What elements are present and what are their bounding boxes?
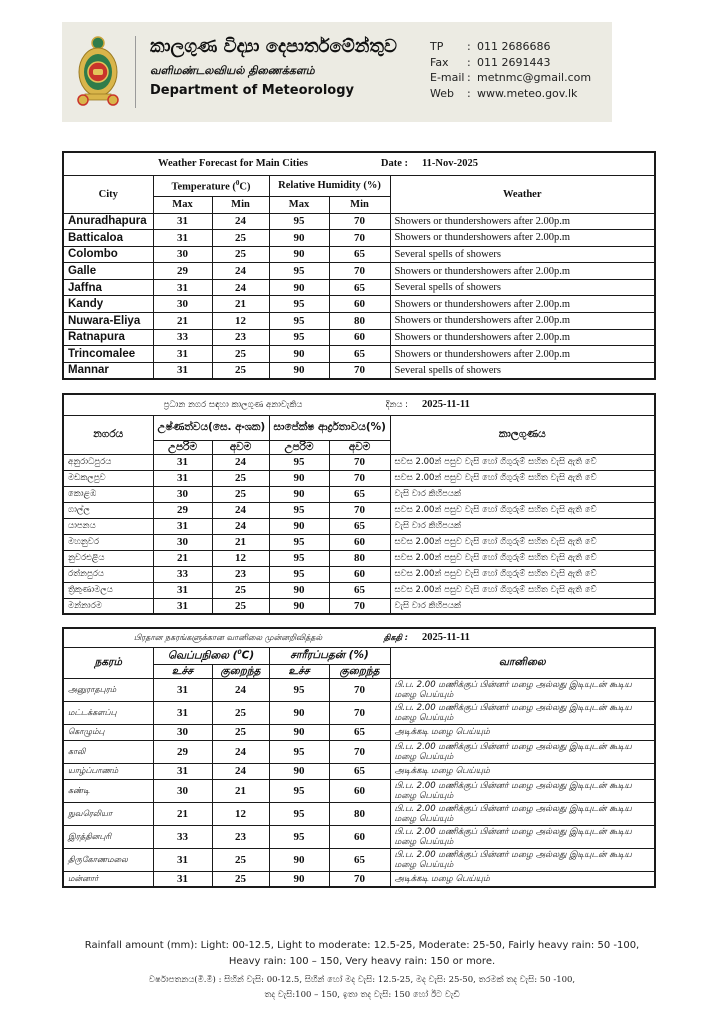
city-name: නුවරඑළිය <box>63 550 153 566</box>
city-name: අනුරාධපුරය <box>63 454 153 470</box>
colon: : <box>467 86 471 100</box>
rh-min-value: 65 <box>329 346 390 363</box>
weather-description: Showers or thundershowers after 2.00p.m <box>390 329 655 346</box>
city-name: Batticaloa <box>63 230 153 247</box>
rh-min-value: 80 <box>329 313 390 330</box>
rh-min-value: 65 <box>329 763 390 779</box>
weather-description: වැසි වාර කිහිපයක් <box>390 598 655 614</box>
date-label: திகதி : <box>383 632 408 642</box>
org-name-english: Department of Meteorology <box>150 83 355 98</box>
temp-max-value: 31 <box>153 230 212 247</box>
temp-min-value: 24 <box>212 763 269 779</box>
temp-max-value: 29 <box>153 502 212 518</box>
rh-min-value: 65 <box>329 486 390 502</box>
table-row <box>63 213 655 230</box>
rh-max-value: 90 <box>269 362 329 379</box>
rh-min-value: 65 <box>329 582 390 598</box>
temp-min-value: 21 <box>212 534 269 550</box>
weather-description: සවස 2.00න් පසුව වැසි හෝ ගිගුරුම් සහිත වැසි ඇති වේ <box>390 470 655 486</box>
rh-max-value: 90 <box>269 724 329 740</box>
temp-max-value: 30 <box>153 724 212 740</box>
date-label: දිනය : <box>385 399 408 410</box>
temp-min-value: 25 <box>212 362 269 379</box>
city-name: යාපනය <box>63 518 153 534</box>
city-name: මඩකලපුව <box>63 470 153 486</box>
col-rh-max: உச்ச <box>269 664 329 678</box>
table-title-row <box>63 394 655 415</box>
rh-max-value: 90 <box>269 279 329 296</box>
temp-min-value: 24 <box>212 518 269 534</box>
table-row <box>63 263 655 280</box>
weather-description: Showers or thundershowers after 2.00p.m <box>390 346 655 363</box>
org-name-tamil: வளிமண்டலவியல் திணைக்களம் <box>150 64 315 77</box>
rh-max-value: 90 <box>269 346 329 363</box>
rainfall-legend-line: තද වැසි:100 – 150, ඉතා තද වැසි: 150 හෝ ඊට වැඩි <box>264 990 460 1000</box>
forecast-table-sinhala <box>62 393 656 615</box>
table-body <box>63 454 655 614</box>
city-name: கண்டி <box>63 779 153 802</box>
table-row <box>63 362 655 379</box>
temp-min-value: 12 <box>212 550 269 566</box>
date-value: 2025-11-11 <box>422 632 470 644</box>
weather-description: அடிக்கடி மழை பெய்யும் <box>390 871 655 887</box>
rh-max-value: 90 <box>269 763 329 779</box>
contact-block <box>430 39 591 101</box>
rh-max-value: 95 <box>269 802 329 825</box>
table-row <box>63 598 655 614</box>
rh-max-value: 95 <box>269 263 329 280</box>
temp-max-value: 31 <box>153 848 212 871</box>
city-name: கொழும்பு <box>63 724 153 740</box>
city-name: Ratnapura <box>63 329 153 346</box>
temp-min-value: 25 <box>212 246 269 263</box>
table-row <box>63 724 655 740</box>
table-row <box>63 470 655 486</box>
temp-min-value: 24 <box>212 454 269 470</box>
weather-description: Showers or thundershowers after 2.00p.m <box>390 313 655 330</box>
table-row <box>63 486 655 502</box>
rh-min-value: 70 <box>329 701 390 724</box>
temp-max-value: 30 <box>153 486 212 502</box>
rh-max-value: 90 <box>269 518 329 534</box>
rh-max-value: 90 <box>269 230 329 247</box>
col-humidity: சாரீரப்பதன் (%) <box>269 647 390 664</box>
rh-min-value: 65 <box>329 724 390 740</box>
temp-max-value: 31 <box>153 518 212 534</box>
table-row <box>63 550 655 566</box>
contact-label: E-mail <box>430 71 465 84</box>
temp-max-value: 30 <box>153 246 212 263</box>
table-row <box>63 230 655 247</box>
temp-min-value: 25 <box>212 848 269 871</box>
city-name: யாழ்ப்பாணம் <box>63 763 153 779</box>
city-name: Nuwara-Eliya <box>63 313 153 330</box>
temp-min-value: 24 <box>212 502 269 518</box>
header-row <box>63 415 655 440</box>
temp-min-value: 25 <box>212 598 269 614</box>
rh-min-value: 70 <box>329 871 390 887</box>
temp-min-value: 23 <box>212 825 269 848</box>
temp-min-value: 24 <box>212 213 269 230</box>
contact-value: 011 2686686 <box>477 40 551 53</box>
temp-max-value: 31 <box>153 701 212 724</box>
rh-max-value: 95 <box>269 779 329 802</box>
city-name: மன்னார் <box>63 871 153 887</box>
website-link[interactable]: www.meteo.gov.lk <box>477 86 578 100</box>
city-name: කොළඹ <box>63 486 153 502</box>
rh-min-value: 70 <box>329 230 390 247</box>
contact-phone <box>430 39 591 55</box>
temp-min-value: 24 <box>212 740 269 763</box>
table-title-row <box>63 628 655 647</box>
col-humidity: සාපේක්ෂ ආර්ද්‍රතාවය(%) <box>269 415 390 440</box>
colon: : <box>467 71 471 84</box>
table-row <box>63 279 655 296</box>
colon: : <box>467 40 471 53</box>
table-row <box>63 871 655 887</box>
city-name: Galle <box>63 263 153 280</box>
col-weather: வானிலை <box>390 647 655 678</box>
sri-lanka-emblem-icon <box>76 34 120 108</box>
temp-min-value: 25 <box>212 486 269 502</box>
col-temperature <box>153 647 269 664</box>
col-temp-max: உச்ச <box>153 664 212 678</box>
rh-max-value: 95 <box>269 454 329 470</box>
temp-min-value: 25 <box>212 470 269 486</box>
weather-description: Showers or thundershowers after 2.00p.m <box>390 296 655 313</box>
table-row <box>63 582 655 598</box>
temp-max-value: 33 <box>153 566 212 582</box>
temp-max-value: 31 <box>153 213 212 230</box>
contact-label: Fax <box>430 55 449 69</box>
weather-description: සවස 2.00න් පසුව වැසි හෝ ගිගුරුම් සහිත වැසි ඇති වේ <box>390 566 655 582</box>
weather-description: Several spells of showers <box>390 246 655 263</box>
rh-max-value: 95 <box>269 550 329 566</box>
weather-description: பி.ப. 2.00 மணிக்குப் பின்னர் மழை அல்லது இடியுடன் கூடிய மழை பெய்யும் <box>390 740 655 763</box>
city-name: காலி <box>63 740 153 763</box>
rh-max-value: 95 <box>269 825 329 848</box>
letterhead <box>62 22 612 122</box>
rh-min-value: 80 <box>329 550 390 566</box>
forecast-table-tamil <box>62 627 656 888</box>
temp-max-value: 31 <box>153 470 212 486</box>
temp-unit: C) <box>239 181 251 193</box>
rh-min-value: 65 <box>329 279 390 296</box>
col-city: නගරය <box>63 415 153 454</box>
rh-max-value: 95 <box>269 678 329 701</box>
table-title: Weather Forecast for Main Cities <box>158 158 308 170</box>
table-title: ප්‍රධාන නගර සඳහා කාලගුණ අනාවැකිය <box>163 399 303 410</box>
city-name: Kandy <box>63 296 153 313</box>
contact-fax <box>430 55 591 71</box>
city-name: Jaffna <box>63 279 153 296</box>
weather-description: Showers or thundershowers after 2.00p.m <box>390 263 655 280</box>
temp-min-value: 24 <box>212 263 269 280</box>
temp-min-value: 12 <box>212 802 269 825</box>
rh-min-value: 80 <box>329 802 390 825</box>
temp-min-value: 25 <box>212 582 269 598</box>
org-name-sinhala: කාලගුණ විද්‍යා දෙපාර්තමේන්තුව <box>150 36 397 57</box>
rh-max-value: 95 <box>269 740 329 763</box>
table-row <box>63 566 655 582</box>
temp-max-value: 30 <box>153 779 212 802</box>
city-name: இரத்தினபுரி <box>63 825 153 848</box>
rh-max-value: 95 <box>269 213 329 230</box>
rh-max-value: 95 <box>269 329 329 346</box>
temp-min-value: 25 <box>212 230 269 247</box>
city-name: Anuradhapura <box>63 213 153 230</box>
weather-description: பி.ப. 2.00 மணிக்குப் பின்னர் மழை அல்லது இடியுடன் கூடிய மழை பெய்யும் <box>390 678 655 701</box>
rh-min-value: 60 <box>329 296 390 313</box>
rh-min-value: 70 <box>329 362 390 379</box>
date-value: 11-Nov-2025 <box>422 158 478 170</box>
rh-min-value: 70 <box>329 740 390 763</box>
city-name: Trincomalee <box>63 346 153 363</box>
table-row <box>63 534 655 550</box>
header-row <box>63 175 655 196</box>
weather-description: වැසි වාර කිහිපයක් <box>390 518 655 534</box>
rainfall-legend-english <box>62 938 662 970</box>
temp-max-value: 21 <box>153 550 212 566</box>
temp-min-value: 12 <box>212 313 269 330</box>
city-name: ගාල්ල <box>63 502 153 518</box>
city-name: ත්‍රිකුණාමලය <box>63 582 153 598</box>
city-name: திருகோணமலை <box>63 848 153 871</box>
temp-max-value: 29 <box>153 263 212 280</box>
rh-max-value: 90 <box>269 871 329 887</box>
weather-description: பி.ப. 2.00 மணிக்குப் பின்னர் மழை அல்லது இடியுடன் கூடிய மழை பெய்யும் <box>390 779 655 802</box>
temp-max-value: 33 <box>153 329 212 346</box>
table-row <box>63 763 655 779</box>
col-temperature-label: Temperature ( <box>171 181 236 193</box>
weather-description: සවස 2.00න් පසුව වැසි හෝ ගිගුරුම් සහිත වැසි ඇති වේ <box>390 502 655 518</box>
weather-description: பி.ப. 2.00 மணிக்குப் பின்னர் மழை அல்லது இடியுடன் கூடிய மழை பெய்யும் <box>390 802 655 825</box>
temp-max-value: 29 <box>153 740 212 763</box>
rh-min-value: 70 <box>329 470 390 486</box>
city-name: மட்டக்களப்பு <box>63 701 153 724</box>
table-title: பிரதான நகரங்களுக்கான வானிலை முன்னறிவித்தல் <box>133 632 323 642</box>
email-link[interactable]: metnmc@gmail.com <box>477 71 592 84</box>
rh-min-value: 60 <box>329 779 390 802</box>
divider <box>135 36 136 108</box>
rainfall-legend-line: Heavy rain: 100 – 150, Very heavy rain: 150 or more. <box>228 956 496 967</box>
rh-max-value: 95 <box>269 566 329 582</box>
rh-max-value: 90 <box>269 848 329 871</box>
temp-max-value: 31 <box>153 871 212 887</box>
rh-min-value: 70 <box>329 502 390 518</box>
forecast-table-english <box>62 151 656 380</box>
weather-description: அடிக்கடி மழை பெய்யும் <box>390 763 655 779</box>
temp-min-value: 21 <box>212 296 269 313</box>
rh-max-value: 90 <box>269 582 329 598</box>
temp-max-value: 31 <box>153 454 212 470</box>
col-rh-min: අවම <box>329 440 390 454</box>
weather-description: Several spells of showers <box>390 279 655 296</box>
temp-min-value: 23 <box>212 566 269 582</box>
weather-description: அடிக்கடி மழை பெய்யும் <box>390 724 655 740</box>
rh-max-value: 90 <box>269 486 329 502</box>
table-row <box>63 313 655 330</box>
weather-description: Several spells of showers <box>390 362 655 379</box>
col-rh-min: Min <box>329 196 390 213</box>
table-body <box>63 213 655 379</box>
temp-max-value: 30 <box>153 296 212 313</box>
rh-min-value: 70 <box>329 598 390 614</box>
col-temperature-label: வெப்பநிலை ( <box>167 649 238 662</box>
temp-max-value: 30 <box>153 534 212 550</box>
col-rh-max: උපරිම <box>269 440 329 454</box>
temp-max-value: 31 <box>153 582 212 598</box>
rh-min-value: 70 <box>329 213 390 230</box>
temp-max-value: 31 <box>153 279 212 296</box>
col-temp-min: අවම <box>212 440 269 454</box>
table-row <box>63 740 655 763</box>
weather-description: සවස 2.00න් පසුව වැසි හෝ ගිගුරුම් සහිත වැසි ඇති වේ <box>390 534 655 550</box>
rh-max-value: 90 <box>269 701 329 724</box>
table-row <box>63 518 655 534</box>
col-temp-max: උපරිම <box>153 440 212 454</box>
rh-max-value: 95 <box>269 296 329 313</box>
city-name: Colombo <box>63 246 153 263</box>
date-value: 2025-11-11 <box>422 399 470 411</box>
rh-min-value: 70 <box>329 454 390 470</box>
contact-email <box>430 70 591 86</box>
rh-min-value: 65 <box>329 848 390 871</box>
temp-min-value: 24 <box>212 678 269 701</box>
col-temp-min: குறைந்த <box>212 664 269 678</box>
table-row <box>63 246 655 263</box>
col-weather: Weather <box>390 175 655 213</box>
table-row <box>63 848 655 871</box>
col-temperature <box>153 175 269 196</box>
city-name: මන්නාරම <box>63 598 153 614</box>
weather-description: பி.ப. 2.00 மணிக்குப் பின்னர் மழை அல்லது இடியுடன் கூடிய மழை பெய்யும் <box>390 825 655 848</box>
rh-max-value: 95 <box>269 502 329 518</box>
contact-web <box>430 86 591 102</box>
temp-min-value: 24 <box>212 279 269 296</box>
rh-min-value: 70 <box>329 678 390 701</box>
table-row <box>63 802 655 825</box>
col-rh-min: குறைந்த <box>329 664 390 678</box>
temp-max-value: 33 <box>153 825 212 848</box>
table-row <box>63 346 655 363</box>
col-temp-max: Max <box>153 196 212 213</box>
colon: : <box>467 55 471 69</box>
date-label: Date : <box>380 158 408 170</box>
rh-max-value: 95 <box>269 534 329 550</box>
city-name: රත්නපුරය <box>63 566 153 582</box>
weather-description: பி.ப. 2.00 மணிக்குப் பின்னர் மழை அல்லது இடியுடன் கூடிய மழை பெய்யும் <box>390 848 655 871</box>
temp-max-value: 31 <box>153 362 212 379</box>
table-row <box>63 329 655 346</box>
temp-max-value: 31 <box>153 763 212 779</box>
rh-min-value: 65 <box>329 518 390 534</box>
rainfall-legend-sinhala <box>62 973 662 1003</box>
contact-label: TP <box>430 40 444 53</box>
city-name: Mannar <box>63 362 153 379</box>
rh-min-value: 60 <box>329 534 390 550</box>
degree-sup: 0 <box>235 178 240 187</box>
weather-description: Showers or thundershowers after 2.00p.m <box>390 230 655 247</box>
table-title-row <box>63 152 655 175</box>
temp-min-value: 25 <box>212 724 269 740</box>
weather-description: වැසි වාර කිහිපයක් <box>390 486 655 502</box>
table-row <box>63 825 655 848</box>
temp-max-value: 31 <box>153 346 212 363</box>
temp-min-value: 21 <box>212 779 269 802</box>
city-name: මහනුවර <box>63 534 153 550</box>
rh-max-value: 95 <box>269 313 329 330</box>
table-row <box>63 296 655 313</box>
table-row <box>63 502 655 518</box>
table-row <box>63 678 655 701</box>
col-temp-min: Min <box>212 196 269 213</box>
rh-min-value: 60 <box>329 825 390 848</box>
weather-description: பி.ப. 2.00 மணிக்குப் பின்னர் மழை அல்லது இடியுடன் கூடிய மழை பெய்யும் <box>390 701 655 724</box>
header-row <box>63 647 655 664</box>
rh-max-value: 90 <box>269 470 329 486</box>
temp-max-value: 21 <box>153 313 212 330</box>
weather-description: සවස 2.00න් පසුව වැසි හෝ ගිගුරුම් සහිත වැසි ඇති වේ <box>390 550 655 566</box>
rainfall-legend-line: Rainfall amount (mm): Light: 00-12.5, Light to moderate: 12.5-25, Moderate: 25-50, Fairly heavy rain: 50 -100, <box>84 940 640 951</box>
temp-max-value: 21 <box>153 802 212 825</box>
rh-max-value: 90 <box>269 246 329 263</box>
table-row <box>63 454 655 470</box>
table-row <box>63 701 655 724</box>
weather-description: Showers or thundershowers after 2.00p.m <box>390 213 655 230</box>
temp-min-value: 25 <box>212 346 269 363</box>
rh-max-value: 90 <box>269 598 329 614</box>
weather-description: සවස 2.00න් පසුව වැසි හෝ ගිගුරුම් සහිත වැසි ඇති වේ <box>390 454 655 470</box>
rh-min-value: 60 <box>329 566 390 582</box>
temp-max-value: 31 <box>153 598 212 614</box>
city-name: நுவரெலியா <box>63 802 153 825</box>
rh-min-value: 65 <box>329 246 390 263</box>
temp-min-value: 23 <box>212 329 269 346</box>
temp-min-value: 25 <box>212 701 269 724</box>
table-body <box>63 678 655 887</box>
rh-min-value: 60 <box>329 329 390 346</box>
city-name: அனுராதபுரம் <box>63 678 153 701</box>
col-city: City <box>63 175 153 213</box>
col-humidity: Relative Humidity (%) <box>269 175 390 196</box>
col-temperature: උෂ්ණත්වය(සෙ. අංශක) <box>153 415 269 440</box>
col-city: நகரம் <box>63 647 153 678</box>
table-row <box>63 779 655 802</box>
temp-max-value: 31 <box>153 678 212 701</box>
col-weather: කාලගුණය <box>390 415 655 454</box>
col-rh-max: Max <box>269 196 329 213</box>
weather-description: සවස 2.00න් පසුව වැසි හෝ ගිගුරුම් සහිත වැසි ඇති වේ <box>390 582 655 598</box>
rainfall-legend-line: වර්ෂාපතනය(මි.මී) : සිහින් වැසි: 00-12.5, සිහින් හෝ මද වැසි: 12.5-25, මද වැසි: 25-50, තරමක් තද වැසි: 50 -100, <box>148 975 576 985</box>
temp-unit: C) <box>241 649 255 662</box>
temp-min-value: 25 <box>212 871 269 887</box>
degree-sup: 0 <box>237 648 242 656</box>
contact-value: 011 2691443 <box>477 55 551 69</box>
contact-label: Web <box>430 86 454 100</box>
rh-min-value: 70 <box>329 263 390 280</box>
